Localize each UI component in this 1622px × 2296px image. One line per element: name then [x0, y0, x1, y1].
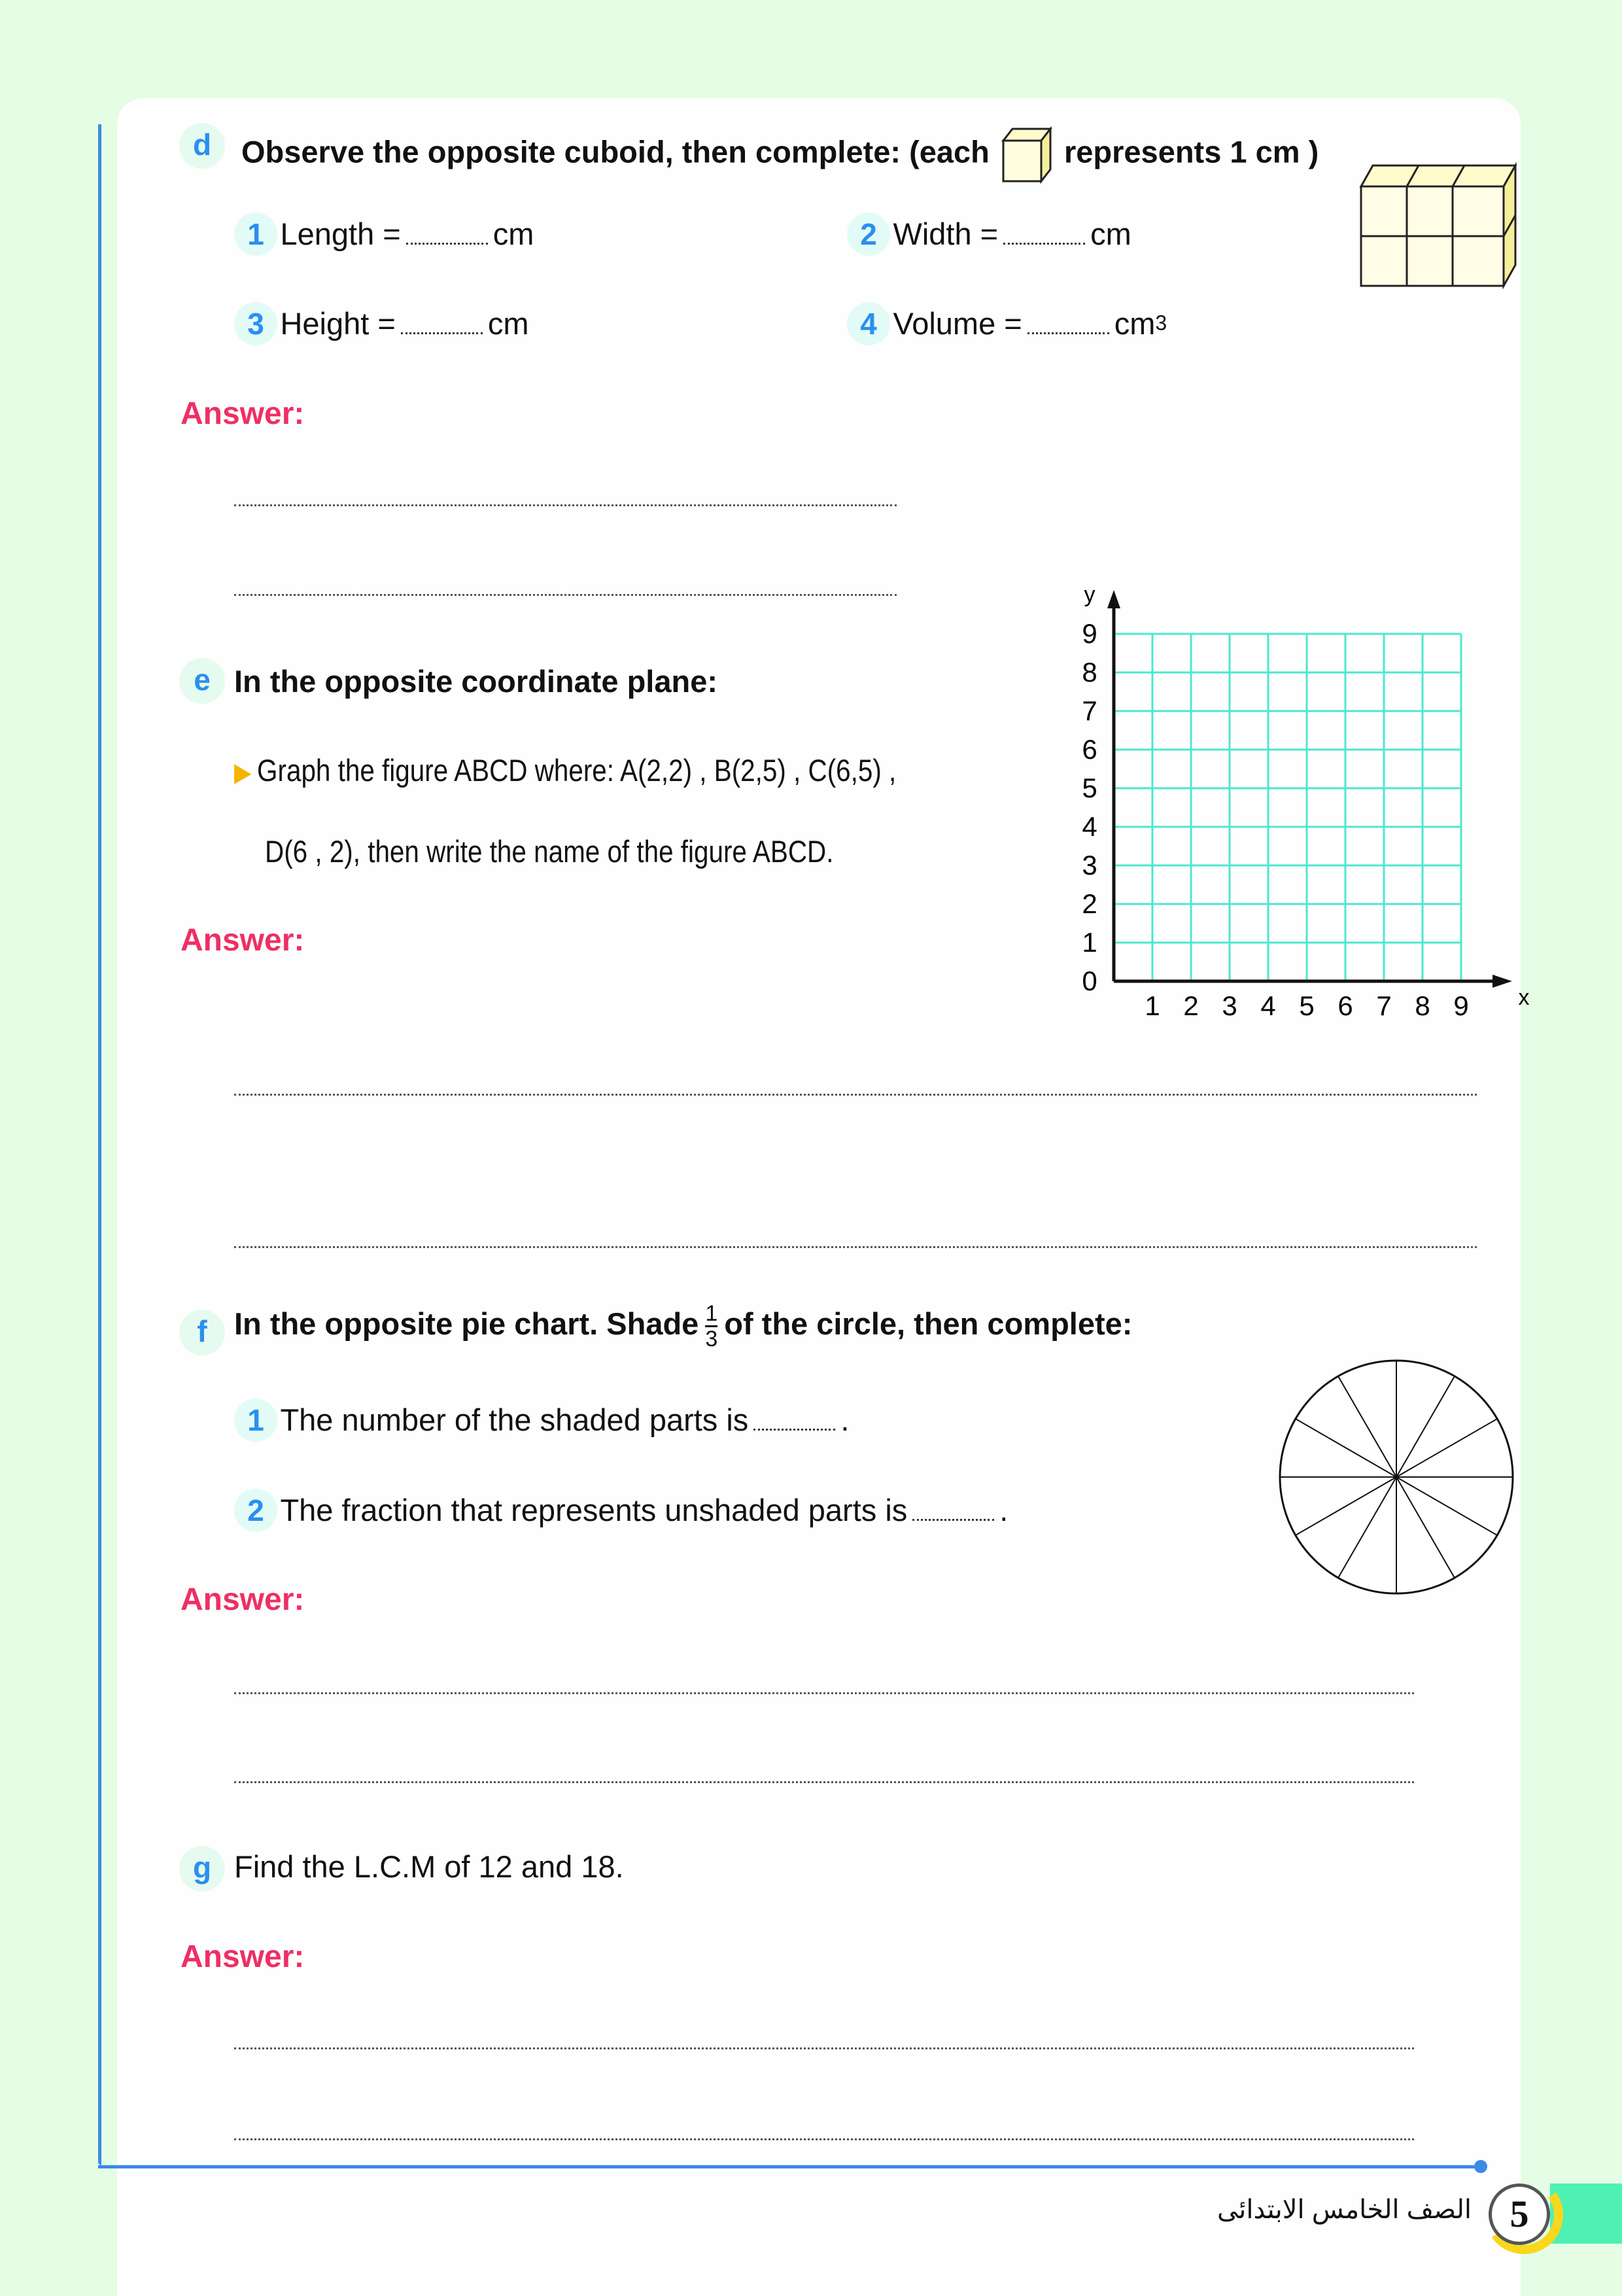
item-number: 4 [847, 302, 890, 345]
grade-label: الصف الخامس الابتدائى [1216, 2195, 1472, 2224]
y-tick-label: 0 [1082, 965, 1097, 996]
answer-label-d: Answer: [181, 396, 305, 431]
y-tick-label: 5 [1082, 773, 1097, 803]
pie-chart-circle[interactable] [1275, 1356, 1517, 1598]
width-unit: cm [1090, 217, 1131, 251]
volume-item [847, 302, 1167, 345]
y-tick-label: 9 [1082, 618, 1097, 649]
section-g-letter: g [179, 1846, 225, 1892]
length-blank[interactable] [406, 243, 488, 245]
answer-line[interactable] [234, 504, 897, 506]
shaded-parts-text: The number of the shaded parts is [280, 1402, 749, 1437]
item-number: 2 [847, 213, 890, 256]
period: . [999, 1493, 1009, 1527]
section-e-letter: e [179, 658, 225, 704]
y-tick-label: 3 [1082, 850, 1097, 880]
cuboid-figure [1357, 160, 1521, 291]
item-number: 3 [234, 302, 277, 345]
instruction-line-1: Graph the figure ABCD where: A(2,2) , B(2,5) , C(6,5) , [257, 753, 897, 788]
item-number: 2 [234, 1489, 277, 1532]
answer-line[interactable] [234, 1094, 1477, 1096]
section-f-title-part2: of the circle, then complete: [724, 1306, 1133, 1341]
y-tick-label: 4 [1082, 811, 1097, 842]
x-tick-label: 7 [1376, 990, 1392, 1021]
item-number: 1 [234, 213, 277, 256]
answer-line[interactable] [234, 2047, 1414, 2049]
unit-cube-icon [1001, 126, 1053, 183]
y-tick-label: 2 [1082, 888, 1097, 919]
page-number: 5 [1489, 2183, 1550, 2245]
unshaded-fraction-blank[interactable] [912, 1519, 994, 1521]
y-tick-label: 7 [1082, 695, 1097, 726]
answer-label-g: Answer: [181, 1939, 305, 1974]
x-tick-label: 9 [1453, 990, 1469, 1021]
x-tick-label: 6 [1337, 990, 1353, 1021]
answer-line[interactable] [234, 1246, 1477, 1248]
width-label: Width = [893, 217, 999, 251]
y-axis-label: y [1084, 582, 1096, 607]
width-item [847, 213, 1131, 256]
instruction-line-2: D(6 , 2), then write the name of the figure ABCD. [265, 834, 834, 869]
section-d-letter: d [179, 123, 225, 169]
section-d-title-part1: Observe the opposite cuboid, then complete: (each [241, 134, 990, 169]
shaded-parts-blank[interactable] [753, 1429, 835, 1431]
section-g-question: Find the L.C.M of 12 and 18. [234, 1849, 624, 1884]
fraction-numerator: 1 [705, 1301, 718, 1326]
answer-line[interactable] [234, 1692, 1414, 1694]
height-item [234, 302, 528, 345]
section-f-title [234, 1302, 1132, 1351]
volume-exponent: 3 [1155, 311, 1167, 335]
width-blank[interactable] [1003, 243, 1085, 245]
x-tick-label: 3 [1222, 990, 1237, 1021]
volume-label: Volume = [893, 306, 1022, 341]
answer-line[interactable] [234, 594, 897, 596]
x-tick-label: 8 [1415, 990, 1430, 1021]
answer-line[interactable] [234, 2138, 1414, 2140]
answer-line[interactable] [234, 1781, 1414, 1783]
unshaded-fraction-item [234, 1489, 1008, 1532]
item-number: 1 [234, 1399, 277, 1442]
x-tick-label: 1 [1145, 990, 1160, 1021]
section-f-letter: f [179, 1310, 225, 1355]
x-axis-label: x [1518, 985, 1530, 1010]
x-tick-label: 5 [1299, 990, 1315, 1021]
answer-label-e: Answer: [181, 923, 305, 958]
length-label: Length = [280, 217, 401, 251]
length-item [234, 213, 534, 256]
worksheet-card [117, 98, 1521, 2296]
x-tick-label: 2 [1183, 990, 1199, 1021]
shaded-parts-item [234, 1399, 849, 1442]
y-tick-label: 6 [1082, 734, 1097, 765]
section-d-title [241, 126, 1319, 183]
volume-unit: cm [1114, 306, 1156, 341]
triangle-bullet-icon: ▶ [234, 758, 252, 787]
section-e-title: In the opposite coordinate plane: [234, 664, 717, 699]
volume-blank[interactable] [1027, 332, 1109, 334]
coordinate-plane[interactable] [1073, 582, 1530, 1034]
height-unit: cm [487, 306, 529, 341]
height-label: Height = [280, 306, 396, 341]
y-tick-label: 8 [1082, 657, 1097, 687]
x-tick-label: 4 [1260, 990, 1276, 1021]
period: . [840, 1402, 850, 1437]
unshaded-fraction-text: The fraction that represents unshaded parts is [280, 1493, 908, 1527]
height-blank[interactable] [401, 332, 483, 334]
y-tick-label: 1 [1082, 927, 1097, 958]
left-border-line [98, 124, 101, 2165]
length-unit: cm [492, 217, 534, 251]
fraction-denominator: 3 [705, 1327, 718, 1351]
fraction-one-third [705, 1302, 717, 1351]
section-d-title-part2: represents 1 cm ) [1063, 134, 1319, 169]
answer-label-f: Answer: [181, 1582, 305, 1617]
section-f-title-part1: In the opposite pie chart. Shade [234, 1306, 699, 1341]
section-e-instruction [234, 752, 896, 788]
y-axis-arrow-icon [1107, 590, 1120, 608]
x-axis-arrow-icon [1493, 975, 1512, 988]
bottom-border-line [98, 2165, 1481, 2168]
border-end-dot [1474, 2160, 1487, 2173]
